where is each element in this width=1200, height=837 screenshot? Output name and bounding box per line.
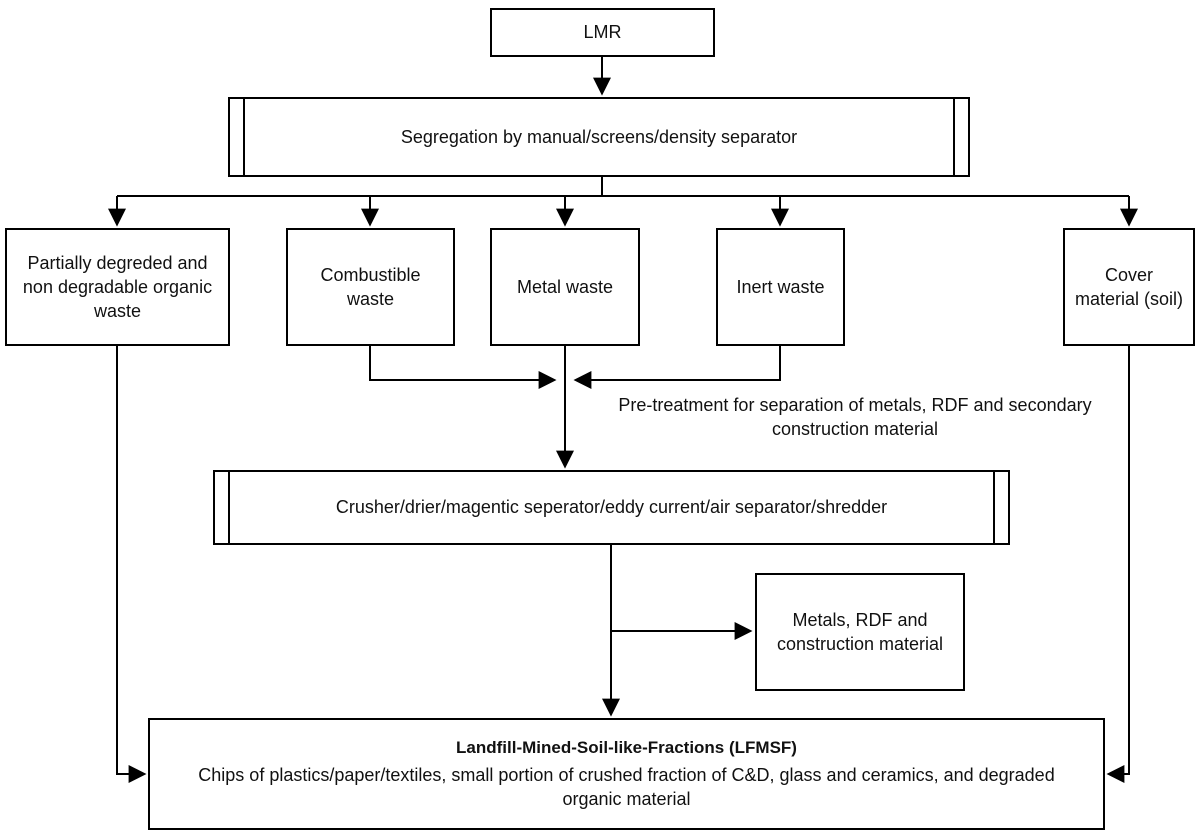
lfmsf-body: Chips of plastics/paper/textiles, small portion of crushed fraction of C&D, glass and ceramics, and degraded organic material: [198, 764, 1055, 809]
pretreatment-note: Pre-treatment for separation of metals, RDF and secondary construction material: [618, 395, 1092, 440]
node-lmr: LMR: [490, 8, 715, 57]
node-inert-waste: Inert waste: [716, 228, 845, 346]
arrow-combustible-to-junction: [370, 346, 553, 380]
node-metal-waste: Metal waste: [490, 228, 640, 346]
arrow-inert-to-junction: [577, 346, 780, 380]
node-organic-waste: Partially degreded and non degradable organic waste: [5, 228, 230, 346]
arrow-organic-to-lfmsf: [117, 346, 143, 774]
node-cover-material: Cover material (soil): [1063, 228, 1195, 346]
lfmsf-title: Landfill-Mined-Soil-like-Fractions (LFMSF): [456, 737, 797, 757]
node-metals-rdf: Metals, RDF and construction material: [755, 573, 965, 691]
arrow-cover-to-lfmsf: [1110, 346, 1129, 774]
node-crusher: Crusher/drier/magentic seperator/eddy current/air separator/shredder: [213, 470, 1010, 545]
node-segregation: Segregation by manual/screens/density separator: [228, 97, 970, 177]
node-combustible-waste: Combustible waste: [286, 228, 455, 346]
node-lfmsf: [148, 718, 1105, 830]
